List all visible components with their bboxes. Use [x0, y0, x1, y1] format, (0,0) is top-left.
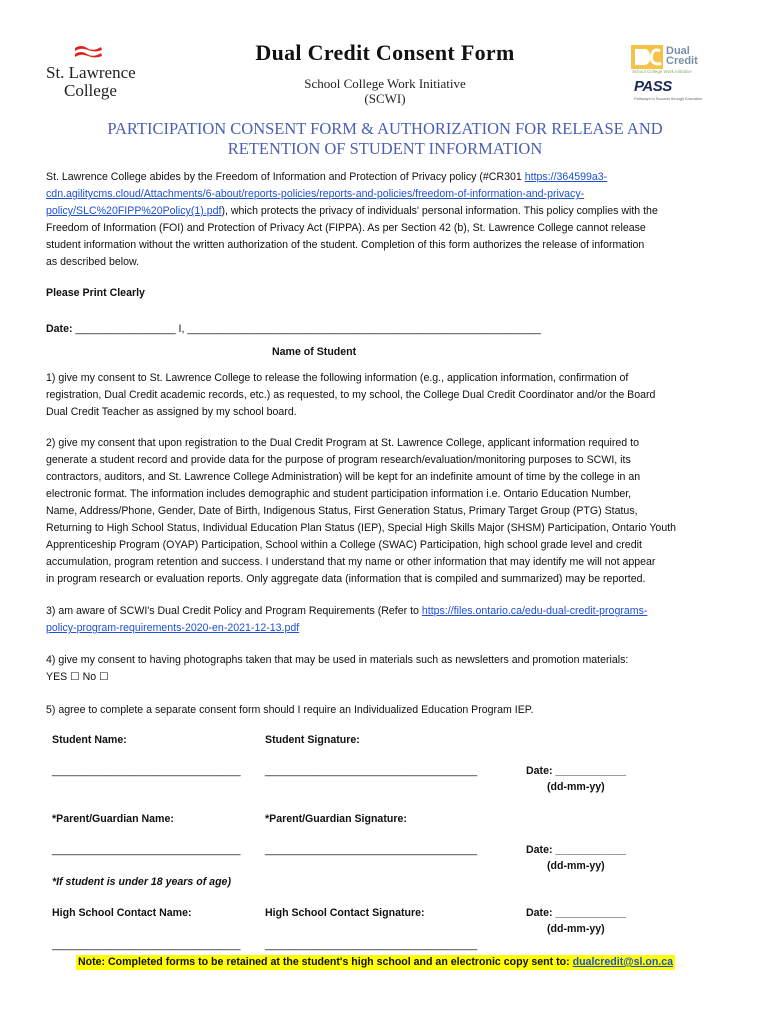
student-signature-input[interactable]: ____________________________________ — [265, 765, 478, 777]
consent-item-1: 1) give my consent to St. Lawrence College to release the following information (e.g., application information, confirmation of registration, Dual Credit academic records, etc.) as requested, to my school, the College Dual Credit Coordinator and/or the Board Dual Credit Teacher as assigned by my school board. — [46, 372, 656, 418]
hs-contact-name-label: High School Contact Name: — [52, 907, 192, 919]
student-date-field[interactable]: Date: ____________ — [526, 765, 627, 777]
waves-icon — [73, 44, 105, 60]
student-name-input[interactable]: ________________________________ — [52, 765, 241, 777]
dual-credit-text: Dual Credit — [666, 45, 698, 67]
parent-name-input[interactable]: ________________________________ — [52, 844, 241, 856]
st-lawrence-logo — [46, 44, 146, 102]
photo-consent-checkboxes[interactable]: YES ☐ No ☐ — [46, 671, 109, 683]
date-field[interactable]: _________________ — [72, 323, 179, 335]
parent-signature-label: *Parent/Guardian Signature: — [265, 813, 407, 825]
hs-contact-name-input[interactable]: ________________________________ — [52, 939, 241, 951]
subtitle-line1: School College Work Initiative — [304, 76, 466, 91]
section-heading — [40, 119, 730, 159]
student-name-field[interactable]: ____________________________________________________________ — [187, 323, 541, 335]
student-name-label: Student Name: — [52, 734, 127, 746]
submission-note: Note: Completed forms to be retained at the student's high school and an electronic copy sent to: dualcredit@sl.on.ca — [78, 956, 674, 968]
form-title: Dual Credit Consent Form — [255, 40, 515, 65]
hs-contact-signature-label: High School Contact Signature: — [265, 907, 425, 919]
parent-date-field[interactable]: Date: ____________ — [526, 844, 627, 856]
parent-date-format: (dd-mm-yy) — [547, 860, 605, 872]
parent-name-label: *Parent/Guardian Name: — [52, 813, 174, 825]
subtitle-line2: (SCWI) — [364, 91, 406, 106]
consent-item-4: 4) give my consent to having photographs taken that may be used in materials such as newsletters and promotion materials: YES ☐ No ☐ — [46, 652, 726, 686]
form-header — [200, 40, 570, 106]
policy-link-part1[interactable]: https://364599a3- — [524, 171, 608, 183]
parent-signature-input[interactable]: ____________________________________ — [265, 844, 478, 856]
consent-item-3: 3) am aware of SCWI's Dual Credit Policy and Program Requirements (Refer to https://files.ontario.ca/edu-dual-credit-programs- policy-program-requirements-2020-en-2021-12-13.pdf — [46, 605, 648, 634]
form-subtitle — [200, 76, 570, 106]
dual-credit-pass-logo — [630, 44, 712, 104]
name-of-student-label: Name of Student — [272, 346, 357, 358]
heading-line1: PARTICIPATION CONSENT FORM & AUTHORIZATION FOR RELEASE AND — [107, 119, 663, 138]
dual-credit-tagline: School College Work Initiative — [632, 69, 692, 74]
consent-item-2: 2) give my consent that upon registration to the Dual Credit Program at St. Lawrence College, applicant information required to generate a student record and provide data for the purpose of program research/evaluation/monitoring purposes to SCWI, its contractors, auditors, and St. Lawrence College Administration) will be kept for an indefinite amount of time by the college in an electronic format. The information includes demographic and student participation information i.e. Ontario Education Number, Name, Address/Phone, Gender, Date of Birth, Indigenous Status, First Generation Status, Primary Target Group (PTG) Status, Returning to High School Status, Individual Education Plan Status (IEP), Special High Skills Major (SHSM) Participation, Ontario Youth Apprenticeship Program (OYAP) Participation, School within a College (SWAC) Participation, high school grade level and credit accumulation, program retention and success. I understand that my name or other information that may identify me will not appear in program research or evaluation reports. Only aggregate data (information that is compiled and summarized) may be reported. — [46, 437, 677, 585]
under-18-note: *If student is under 18 years of age) — [52, 876, 231, 888]
dual-credit-icon — [630, 44, 664, 70]
hs-date-field[interactable]: Date: ____________ — [526, 907, 627, 919]
date-name-line: Date: _________________ I, ____________________________________________________________ — [46, 323, 541, 335]
pass-logo-text: PASS — [634, 78, 672, 95]
student-signature-label: Student Signature: — [265, 734, 360, 746]
requirements-link-part1[interactable]: https://files.ontario.ca/edu-dual-credit-programs- — [421, 605, 648, 617]
heading-line2: RETENTION OF STUDENT INFORMATION — [227, 139, 543, 158]
logo-text-line1: St. Lawrence — [46, 63, 136, 82]
policy-link-part2[interactable]: cdn.agilitycms.cloud/Attachments/6-about/reports-policies/reports-and-policies/freedom-of-information-and-privacy- — [46, 188, 585, 200]
hs-contact-signature-input[interactable]: ____________________________________ — [265, 939, 478, 951]
hs-date-format: (dd-mm-yy) — [547, 923, 605, 935]
student-date-format: (dd-mm-yy) — [547, 781, 605, 793]
email-link[interactable]: dualcredit@sl.on.ca — [572, 956, 674, 968]
consent-item-5: 5) agree to complete a separate consent form should I require an Individualized Education Program IEP. — [46, 704, 534, 716]
pass-tagline: Pathways to Success through Education — [634, 97, 702, 101]
intro-paragraph: St. Lawrence College abides by the Freedom of Information and Protection of Privacy policy (#CR301 https://364599a3- cdn.agilitycms.cloud/Attachments/6-about/reports-policies/reports-and-policies/freedom-of-information-and-privacy- policy/SLC%20FIPP%20Policy(1).pdf), which protects the privacy of individuals' personal information. This policy complies with the Freedom of Information (FOI) and Protection of Privacy Act (FIPPA). As per Section 42 (b), St. Lawrence College cannot release student information without the written authorization of the student. Completion of this form authorizes the release of information as described below. — [46, 171, 658, 268]
requirements-link-part2[interactable]: policy-program-requirements-2020-en-2021-12-13.pdf — [46, 622, 300, 634]
policy-link-part3[interactable]: policy/SLC%20FIPP%20Policy(1).pdf — [46, 205, 222, 217]
logo-text-line2: College — [64, 81, 117, 100]
print-clearly-label: Please Print Clearly — [46, 287, 145, 299]
